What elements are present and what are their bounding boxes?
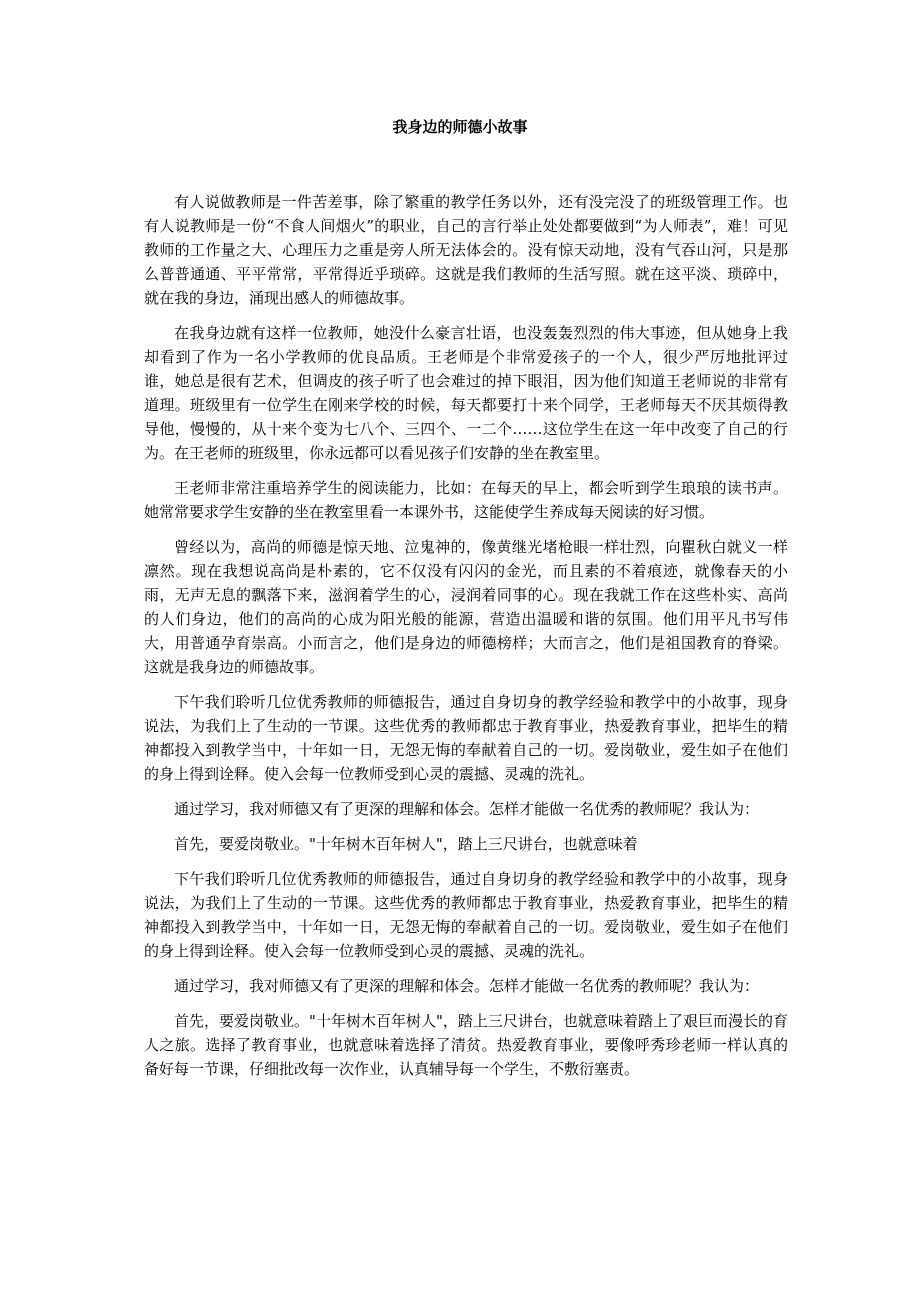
paragraph-8: 下午我们聆听几位优秀教师的师德报告，通过自身切身的教学经验和教学中的小故事，现身说法，为我们上了生动的一节课。这些优秀的教师都忠于教育事业，热爱教育事业，把毕生的精神都投入到教学当中，十年如一日，无怨无悔的奉献着自己的一切。爱岗敬业，爱生如子在他们的身上得到诠释。使入会每一位教师受到心灵的震撼、灵魂的洗礼。: [144, 870, 788, 960]
paragraph-4: 曾经以为，高尚的师德是惊天地、泣鬼神的，像黄继光堵枪眼一样壮烈，向瞿秋白就义一样凛然。现在我想说高尚是朴素的，它不仅没有闪闪的金光，而且素的不着痕迹，就像春天的小雨，无声无息的飘落下来，滋润着学生的心，浸润着同事的心。现在我就工作在这些朴实、高尚的人们身边，他们的高尚的心成为阳光般的能源，营造出温暖和谐的氛围。他们用平凡书写伟大，用普通孕育崇高。小而言之，他们是身边的师德榜样；大而言之，他们是祖国教育的脊梁。这就是我身边的师德故事。: [144, 538, 788, 676]
paragraph-3: 王老师非常注重培养学生的阅读能力，比如：在每天的早上，都会听到学生琅琅的读书声。她常常要求学生安静的坐在教室里看一本课外书，这能使学生养成每天阅读的好习惯。: [144, 479, 788, 521]
paragraph-10: 首先，要爱岗敬业。"十年树木百年树人"，踏上三尺讲台，也就意味着踏上了艰巨而漫长的育人之旅。选择了教育事业，也就意味着选择了清贫。热爱教育事业，要像呼秀珍老师一样认真的备好每一节课，仔细批改每一次作业，认真辅导每一个学生，不敷衍塞责。: [144, 1012, 788, 1078]
paragraph-2: 在我身边就有这样一位教师，她没什么豪言壮语，也没轰轰烈烈的伟大事迹，但从她身上我却看到了作为一名小学教师的优良品质。王老师是个非常爱孩子的一个人，很少严厉地批评过谁，她总是很有艺术，但调皮的孩子听了也会难过的掉下眼泪，因为他们知道王老师说的非常有道理。班级里有一位学生在刚来学校的时候，每天都要打十来个同学，王老师每天不厌其烦得教导他，慢慢的，从十来个变为七八个、三四个、一二个……这位学生在这一年中改变了自己的行为。在王老师的班级里，你永远都可以看见孩子们安静的坐在教室里。: [144, 324, 788, 462]
document-body: [144, 190, 788, 1092]
document-title: 我身边的师德小故事: [392, 118, 528, 136]
paragraph-9: 通过学习，我对师德又有了更深的理解和体会。怎样才能做一名优秀的教师呢？我认为：: [174, 977, 760, 995]
paragraph-5: 下午我们聆听几位优秀教师的师德报告，通过自身切身的教学经验和教学中的小故事，现身说法，为我们上了生动的一节课。这些优秀的教师都忠于教育事业，热爱教育事业，把毕生的精神都投入到教学当中，十年如一日，无怨无悔的奉献着自己的一切。爱岗敬业，爱生如子在他们的身上得到诠释。使入会每一位教师受到心灵的震撼、灵魂的洗礼。: [144, 693, 788, 783]
paragraph-6: 通过学习，我对师德又有了更深的理解和体会。怎样才能做一名优秀的教师呢？我认为：: [174, 800, 760, 818]
paragraph-7: 首先，要爱岗敬业。"十年树木百年树人"，踏上三尺讲台，也就意味着: [174, 835, 638, 853]
paragraph-1: 有人说做教师是一件苦差事，除了繁重的教学任务以外，还有没完没了的班级管理工作。也有人说教师是一份“不食人间烟火”的职业，自己的言行举止处处都要做到“为人师表”，难！可见教师的工作量之大、心理压力之重是旁人所无法体会的。没有惊天动地，没有气吞山河，只是那么普普通通、平平常常，平常得近乎琐碎。这就是我们教师的生活写照。就在这平淡、琐碎中，就在我的身边，涌现出感人的师德故事。: [144, 193, 788, 307]
